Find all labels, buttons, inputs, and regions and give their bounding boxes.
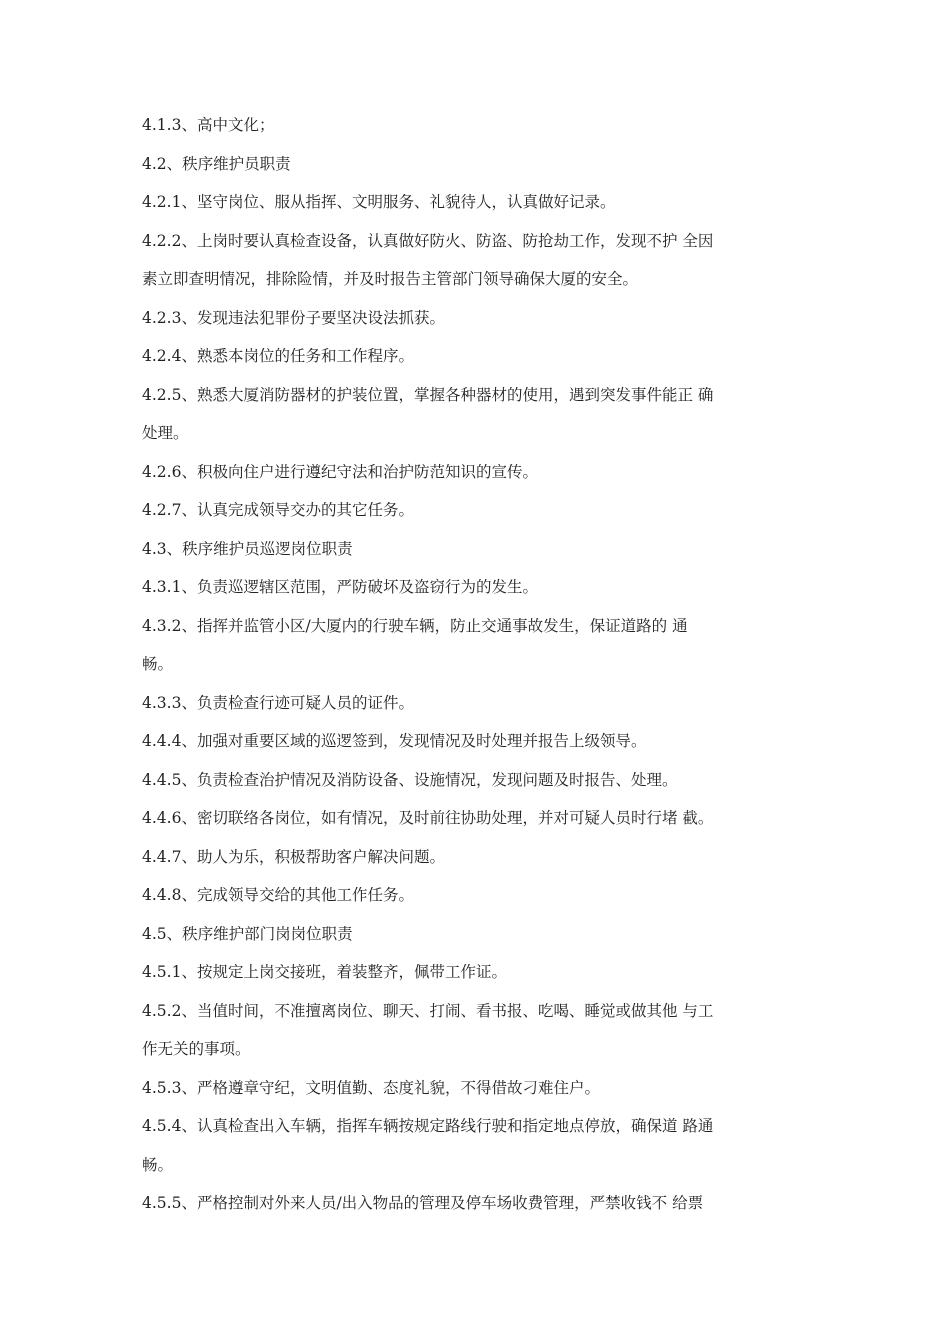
text-line: 4.5.4、认真检查出入车辆，指挥车辆按规定路线行驶和指定地点停放，确保道 路通 [142,1117,714,1135]
document-body [142,106,832,1223]
text-line: 4.5.1、按规定上岗交接班，着装整齐，佩带工作证。 [142,963,507,981]
text-line: 4.4.6、密切联络各岗位，如有情况，及时前往协助处理，并对可疑人员时行堵 截。 [142,809,714,827]
section-heading: 4.2、秩序维护员职责 [142,154,291,173]
text-line: 4.4.4、加强对重要区域的巡逻签到，发现情况及时处理并报告上级领导。 [142,732,647,750]
text-line: 4.1.3、高中文化； [142,116,275,134]
text-line: 4.2.4、熟悉本岗位的任务和工作程序。 [142,347,414,365]
text-line: 4.2.3、发现违法犯罪份子要坚决设法抓获。 [142,308,445,327]
text-line: 4.5.3、严格遵章守纪，文明值勤、态度礼貌，不得借故刁难住户。 [142,1078,600,1097]
text-line: 4.3.2、指挥并监管小区/大厦内的行驶车辆，防止交通事故发生，保证道路的 通 [142,616,688,635]
text-line: 4.4.5、负责检查治护情况及消防设备、设施情况，发现问题及时报告、处理。 [142,770,678,789]
text-line: 4.4.7、助人为乐，积极帮助客户解决问题。 [142,847,445,866]
text-line: 4.5.2、当值时间，不准擅离岗位、聊天、打闹、看书报、吃喝、睡觉或做其他 与工 [142,1001,714,1020]
text-line: 4.4.8、完成领导交给的其他工作任务。 [142,886,414,904]
text-line: 4.2.7、认真完成领导交办的其它任务。 [142,501,414,519]
text-line: 素立即查明情况，排除险情，并及时报告主管部门领导确保大厦的安全。 [142,270,639,288]
text-line: 4.5.5、严格控制对外来人员/出入物品的管理及停车场收费管理，严禁收钱不 给票 [142,1194,704,1212]
text-line: 4.2.6、积极向住户进行遵纪守法和治护防范知识的宣传。 [142,462,538,481]
text-line: 处理。 [142,424,189,442]
text-line: 4.2.1、坚守岗位、服从指挥、文明服务、礼貌待人，认真做好记录。 [142,193,616,211]
text-line: 作无关的事项。 [142,1040,251,1058]
text-line: 畅。 [142,655,174,673]
text-line: 4.3.1、负责巡逻辖区范围，严防破坏及盗窃行为的发生。 [142,578,538,596]
text-line: 4.3.3、负责检查行迹可疑人员的证件。 [142,693,414,712]
section-heading: 4.5、秩序维护部门岗岗位职责 [142,924,353,943]
text-line: 4.2.2、上岗时要认真检查设备，认真做好防火、防盗、防抢劫工作，发现不护 全因 [142,231,714,250]
text-line: 4.2.5、熟悉大厦消防器材的护装位置，掌握各种器材的使用，遇到突发事件能正 确 [142,385,714,404]
section-heading: 4.3、秩序维护员巡逻岗位职责 [142,539,353,558]
text-line: 畅。 [142,1155,174,1174]
